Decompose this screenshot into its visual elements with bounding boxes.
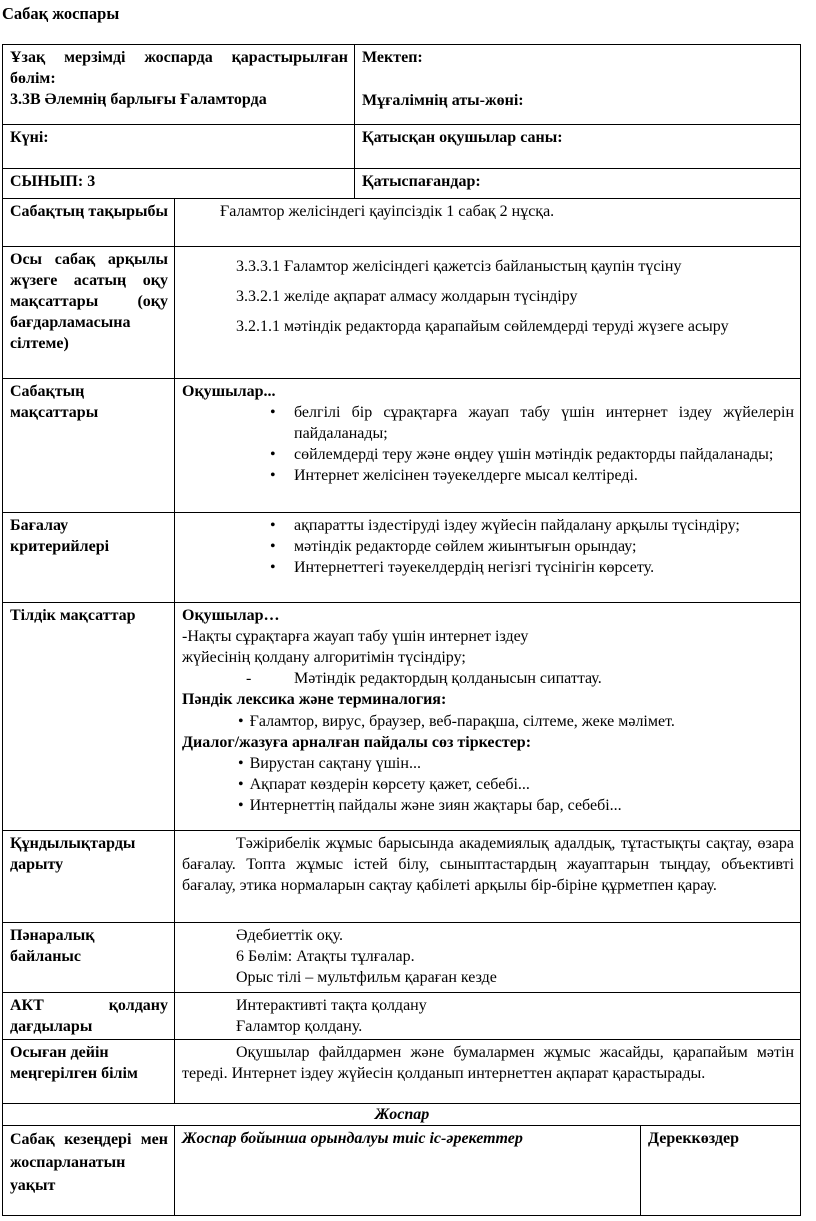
attended-label: Қатысқан оқушылар саны: — [362, 129, 563, 146]
school-label: Мектеп: — [362, 49, 423, 66]
goals-intro: Оқушылар... — [182, 383, 276, 400]
row-topic — [3, 199, 801, 247]
row-cross — [3, 923, 801, 993]
school-teacher-cell — [355, 45, 801, 125]
prior-label: Осыған дейін меңгерілген білім — [3, 1040, 175, 1104]
vocab-item: • Ғаламтор, вирус, браузер, веб-парақша, сілтеме, жеке мәлімет. — [182, 711, 794, 732]
row-plan-header — [3, 1126, 801, 1216]
header-row-section — [3, 45, 801, 125]
goal-item: • сөйлемдерді теру және өңдеу үшін мәтіндік редакторды пайдаланады; — [182, 444, 794, 465]
header-row-class — [3, 169, 801, 199]
criteria-item: • Интернеттегі тәуекелдердің негізгі түсінігін көрсету. — [182, 557, 794, 578]
values-label: Құндылықтарды дарыту — [3, 831, 175, 923]
ict-line: Интерактивті тақта қолдану — [236, 997, 427, 1014]
language-dash-item: - Мәтіндік редактордың қолданысын сипаттау. — [246, 670, 602, 688]
row-criteria — [3, 513, 801, 603]
language-label: Тілдік мақсаттар — [3, 603, 175, 831]
topic-cell — [175, 199, 801, 247]
row-goals — [3, 379, 801, 513]
class-label: СЫНЫП: 3 — [3, 169, 355, 199]
goals-label: Сабақтың мақсаттары — [3, 379, 175, 513]
row-ict — [3, 993, 801, 1040]
language-intro: Оқушылар… — [182, 607, 280, 624]
ict-cell — [175, 993, 801, 1040]
prior-text: Оқушылар файлдармен және бумалармен жұмыс жасайды, қарапайым мәтін тереді. Интернет іздеу жүйесін қолданып интернеттен ақпарат қарастырады. — [175, 1040, 801, 1104]
objective-item: 3.3.2.1 желіде ақпарат алмасу жолдарын түсіндіру — [236, 288, 578, 306]
objectives-cell — [175, 247, 801, 379]
row-prior — [3, 1040, 801, 1104]
attended-cell — [355, 125, 801, 169]
header-row-date — [3, 125, 801, 169]
row-objectives — [3, 247, 801, 379]
goals-cell — [175, 379, 801, 513]
goal-item: • Интернет желісінен тәуекелдерге мысал келтіреді. — [182, 465, 794, 486]
plan-col-sources: Дереккөздер — [641, 1126, 801, 1216]
cross-cell — [175, 923, 801, 993]
teacher-label: Мұғалімнің аты-жөні: — [362, 92, 524, 110]
row-values — [3, 831, 801, 923]
criteria-item: • мәтіндік редакторде сөйлем жиынтығын орындау; — [182, 536, 794, 557]
dialog-item: • Интернеттің пайдалы және зиян жақтары бар, себебі... — [182, 795, 794, 816]
criteria-item: • ақпаратты іздестіруді іздеу жүйесін пайдалану арқылы түсіндіру; — [182, 515, 794, 536]
page-title: Сабақ жоспары — [2, 4, 120, 23]
plan-title: Жоспар — [3, 1104, 801, 1126]
vocab-heading: Пәндік лексика және терминалогия: — [182, 691, 447, 709]
dialog-item: • Вирустан сақтану үшін... — [182, 753, 794, 774]
objectives-label: Осы сабақ арқылы жүзеге асатың оқу мақсаттары (оқу бағдарламасына сілтеме) — [3, 247, 175, 379]
topic-text: Ғаламтор желісіндегі қауіпсіздік 1 сабақ 2 нұсқа. — [220, 203, 555, 220]
absent-label: Қатыспағандар: — [355, 169, 801, 199]
ict-label: АКТ қолдану дағдылары — [3, 993, 175, 1040]
date-label: Күні: — [3, 125, 355, 169]
row-plan-title — [3, 1104, 801, 1126]
criteria-cell — [175, 513, 801, 603]
row-language — [3, 603, 801, 831]
objective-item: 3.2.1.1 мәтіндік редакторда қарапайым сөйлемдерді теруді жүзеге асыру — [236, 318, 729, 336]
values-text: Тәжірибелік жұмыс барысында академиялық адалдық, тұтастықты сақтау, өзара бағалау. Топта жұмыс істей білу, сыныптастардың жауаптарын тыңдау, объективті бағалау, этика нормаларын сақтау қабілеті арқылы бір-біріне құрметпен қарау. — [175, 831, 801, 923]
cross-line: Орыс тілі – мультфильм қараған кезде — [236, 969, 497, 987]
topic-label: Сабақтың тақырыбы — [3, 199, 175, 247]
cross-line: 6 Бөлім: Атақты тұлғалар. — [236, 948, 415, 966]
objective-item: 3.3.3.1 Ғаламтор желісіндегі қажетсіз байланыстың қаупін түсіну — [236, 258, 682, 275]
cross-label: Пәнаралық байланыс — [3, 923, 175, 993]
lesson-plan-table — [2, 44, 801, 1216]
goal-item: • белгілі бір сұрақтарға жауап табу үшін интернет іздеу жүйелерін пайдаланады; — [182, 402, 794, 444]
language-dash-item-cont: жүйесінің қолдану алгоритімін түсіндіру; — [182, 649, 466, 667]
long-term-label: Ұзақ мерзімді жоспарда қарастырылған бөлім: — [10, 49, 349, 88]
cross-line: Әдебиеттік оқу. — [236, 927, 343, 944]
plan-col-stages: Сабақ кезеңдері мен жоспарланатын уақыт — [3, 1126, 175, 1216]
language-dash-item: -Нақты сұрақтарға жауап табу үшін интернет іздеу — [182, 628, 529, 646]
language-cell — [175, 603, 801, 831]
long-term-cell — [3, 45, 355, 125]
dialog-heading: Диалог/жазуға арналған пайдалы сөз тіркестер: — [182, 733, 532, 751]
ict-line: Ғаламтор қолдану. — [236, 1018, 363, 1036]
criteria-label: Бағалау критерийлері — [3, 513, 175, 603]
long-term-value: 3.3В Әлемнің барлығы Ғаламторда — [10, 91, 267, 109]
dialog-item: • Ақпарат көздерін көрсету қажет, себебі... — [182, 774, 794, 795]
plan-col-actions: Жоспар бойынша орындалуы тиіс іс-әрекеттер — [175, 1126, 641, 1216]
